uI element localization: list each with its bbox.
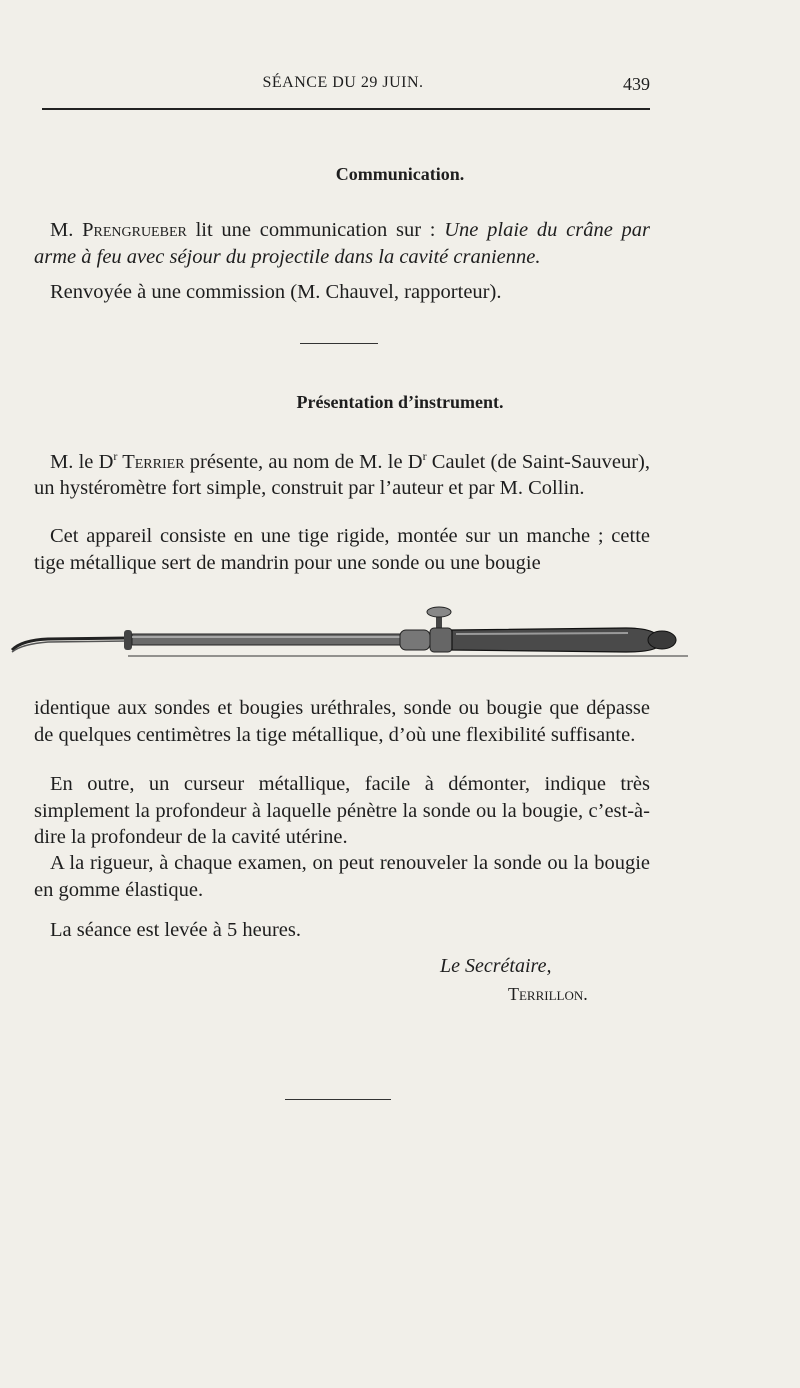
paragraph-description-cont: identique aux sondes et bougies uréthrales, sonde ou bougie que dépasse de quelques centimètres la tige métallique, d’où une flexibilité suffisante. <box>34 697 650 746</box>
adjournment: La séance est levée à 5 heures. <box>50 919 301 941</box>
presenter-name: Terrier <box>117 450 185 473</box>
secretary-name: Terrillon. <box>508 984 588 1004</box>
closing-rule <box>285 1099 391 1100</box>
header-rule <box>42 108 650 110</box>
section-heading-presentation: Présentation d’instrument. <box>296 392 504 412</box>
paragraph-communication: M. Prengrueber lit une communication sur : Une plaie du crâne par arme à feu avec séjour du projectile dans la cavité cranienne. <box>34 219 651 268</box>
section-heading-communication: Communication. <box>335 164 465 184</box>
paragraph-description: Cet appareil consiste en une tige rigide, montée sur un manche ; cette tige métallique sert de mandrin pour une sonde ou une bougie <box>34 525 650 574</box>
hysterometer-illustration <box>8 600 692 670</box>
communication-title: Une plaie du crâne par arme à feu avec séjour du projectile dans la cavité cranienne. <box>34 219 651 268</box>
secretary-title: Le Secrétaire, <box>440 955 552 977</box>
paragraph-referral: Renvoyée à une commission (M. Chauvel, rapporteur). <box>50 281 502 303</box>
page-number: 439 <box>623 74 650 94</box>
running-title: SÉANCE DU 29 JUIN. <box>262 74 424 91</box>
page-header <box>36 74 650 100</box>
paragraph-cursor: En outre, un curseur métallique, facile à démonter, indique très simplement la profondeur à laquelle pénètre la sonde ou la bougie, c’est-à-dire la profondeur de la cavité utérine. <box>34 773 650 848</box>
author-name: M. Prengrueber <box>50 219 187 241</box>
section-divider <box>300 343 378 344</box>
paragraph-presentation: M. le $D^r$ Terrier présente, au nom de M. le $D^r$ Caulet (de Saint-Sauveur), un hystéromètre fort simple, construit par l’auteur et par M. Collin. <box>34 449 650 500</box>
paragraph-rigueur: A la rigueur, à chaque examen, on peut renouveler la sonde ou la bougie en gomme élastique. <box>34 852 650 901</box>
